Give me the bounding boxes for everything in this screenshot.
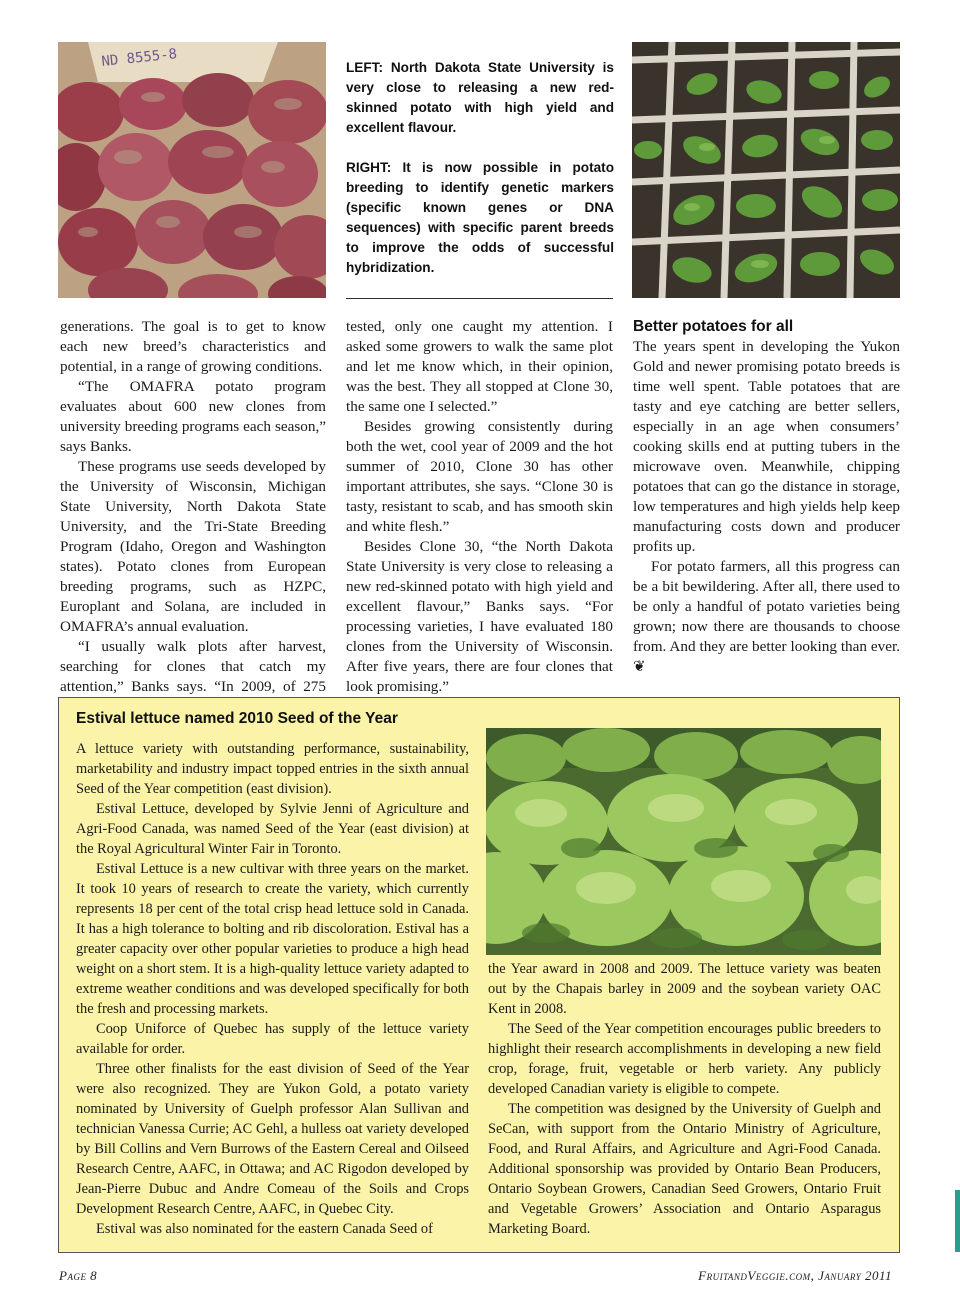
potato-tag-label: ND 8555-8 <box>100 46 178 70</box>
sidebar-paragraph: The competition was designed by the University of Guelph and SeCan, with support from the Ontario Ministry of Agriculture, Food, and Rural Affairs, and Agriculture and Agri-Food Canada. Additional sponsorship was provided by Ontario Bean Producers, Ontario Soybean Growers, Canadian Seed Growers, Ontario Fruit and Vegetable Growers’ Association and Ontario Asparagus Marketing Board. <box>488 1101 881 1237</box>
potato-photo <box>58 42 326 298</box>
photo-caption <box>346 58 614 278</box>
caption-left: LEFT: North Dakota State University is very close to releasing a new red-skinned potato with high yield and excellent flavour. <box>346 60 614 135</box>
article-paragraph: “I usually walk plots after harvest, searching for clones that catch my attention,” Banks says. “In 2009, of 275 <box>60 638 326 695</box>
sidebar-paragraph: Three other finalists for the east division of Seed of the Year were also recognized. They are Yukon Gold, a potato variety nominated by University of Guelph professor Alan Sullivan and technician Vanessa Currie; AC Gehl, a hulless oat variety developed by Bill Collins and Vern Burrows of the Eastern Cereal and Oilseed Research Centre, AAFC, in Ottawa; and AC Rigodon developed by Jean-Pierre Dubuc and Andre Comeau of the Soils and Crops Development Research Centre, AAFC, in Quebec City. <box>76 1061 469 1217</box>
seedling-photo <box>632 42 900 298</box>
sidebar-paragraph: Estival was also nominated for the eastern Canada Seed of <box>96 1221 433 1237</box>
article-paragraph: generations. The goal is to get to know each new breed’s characteristics and potential, in a range of growing conditions. <box>60 318 326 375</box>
sidebar-column-right <box>488 959 881 1239</box>
article-paragraph: tested, only one caught my attention. I asked some growers to walk the same plot and let me know which, in their opinion, was the best. They all stopped at Clone 30, the same one I selected.” <box>346 318 613 415</box>
article-column-3 <box>633 317 900 677</box>
sidebar-column-left <box>76 739 469 1239</box>
sidebar-paragraph: A lettuce variety with outstanding performance, sustainability, marketability and industry impact topped entries in the sixth annual Seed of the Year competition (east division). <box>76 741 469 797</box>
sidebar-paragraph: Estival Lettuce, developed by Sylvie Jenni of Agriculture and Agri-Food Canada, was named Seed of the Year (east division) at the Royal Agricultural Winter Fair in Toronto. <box>76 801 469 857</box>
page-number: Page 8 <box>59 1268 98 1283</box>
publication-footer: FruitandVeggie.com, January 2011 <box>698 1268 892 1283</box>
article-paragraph: Besides Clone 30, “the North Dakota State University is very close to releasing a new red-skinned potato with high yield and excellent flavour,” Banks says. “For processing varieties, I have evaluated 180 clones from the University of Wisconsin. After five years, there are four clones that look promising.” <box>346 538 613 695</box>
caption-divider <box>346 298 613 299</box>
article-paragraph: Besides growing consistently during both the wet, cool year of 2009 and the hot summer of 2010, Clone 30 has other important attributes, she says. “Clone 30 is tasty, resistant to scab, and has smooth skin and white flesh.” <box>346 418 613 535</box>
lettuce-photo <box>486 728 881 955</box>
sidebar-title: Estival lettuce named 2010 Seed of the Year <box>76 710 398 727</box>
article-paragraph: “The OMAFRA potato program evaluates about 600 new clones from university breeding programs each season,” says Banks. <box>60 378 326 455</box>
caption-right: RIGHT: It is now possible in potato breeding to identify genetic markers (specific known genes or DNA sequences) with specific parent breeds to improve the odds of successful hybridization. <box>346 160 614 275</box>
sidebar-paragraph: Coop Uniforce of Quebec has supply of the lettuce variety available for order. <box>76 1021 469 1057</box>
sidebar-paragraph: the Year award in 2008 and 2009. The lettuce variety was beaten out by the Chapais barley in 2009 and the soybean variety OAC Kent in 2008. <box>488 961 881 1017</box>
potato-photo-art <box>58 42 326 298</box>
page-edge-tab <box>955 1190 960 1252</box>
sidebar-paragraph: Estival Lettuce is a new cultivar with three years on the market. It took 10 years of research to create the variety, which currently represents 18 per cent of the total crisp head lettuce sold in Canada. It has a high tolerance to bolting and rib discoloration. Estival has a greater capacity over other popular varieties to produce a high head weight on a short stem. It is a high-quality lettuce variety adapted to extreme weather conditions and was developed specifically for both the fresh and processing markets. <box>76 861 469 1017</box>
article-paragraph: For potato farmers, all this progress can be a bit bewildering. After all, there used to be only a handful of potato varieties being grown; now there are thousands to choose from. And they are better looking than ever. ❦ <box>633 558 900 675</box>
lettuce-photo-art <box>486 728 881 955</box>
article-paragraph: These programs use seeds developed by the University of Wisconsin, Michigan State University, North Dakota State University, and the Tri-State Breeding Program (Idaho, Oregon and Washington states). Potato clones from European breeding programs, such as HZPC, Europlant and Solana, are included in OMAFRA’s annual evaluation. <box>60 458 326 635</box>
article-paragraph: The years spent in developing the Yukon Gold and newer promising potato breeds is time well spent. Table potatoes that are tasty and eye catching are better sellers, especially in an age when consumers’ cooking skills end at putting tubers in the microwave oven. Meanwhile, chipping potatoes that can go the distance in storage, low temperatures and high yields help keep manufacturing costs down and producer profits up. <box>633 338 900 555</box>
sidebar-paragraph: The Seed of the Year competition encourages public breeders to highlight their research accomplishments in developing a new field crop, forage, fruit, vegetable or herb variety. Any publicly developed Canadian variety is eligible to compete. <box>488 1021 881 1097</box>
article-column-2 <box>346 317 613 697</box>
section-heading: Better potatoes for all <box>633 318 794 335</box>
article-column-1 <box>60 317 326 717</box>
seedling-photo-art <box>632 42 900 298</box>
